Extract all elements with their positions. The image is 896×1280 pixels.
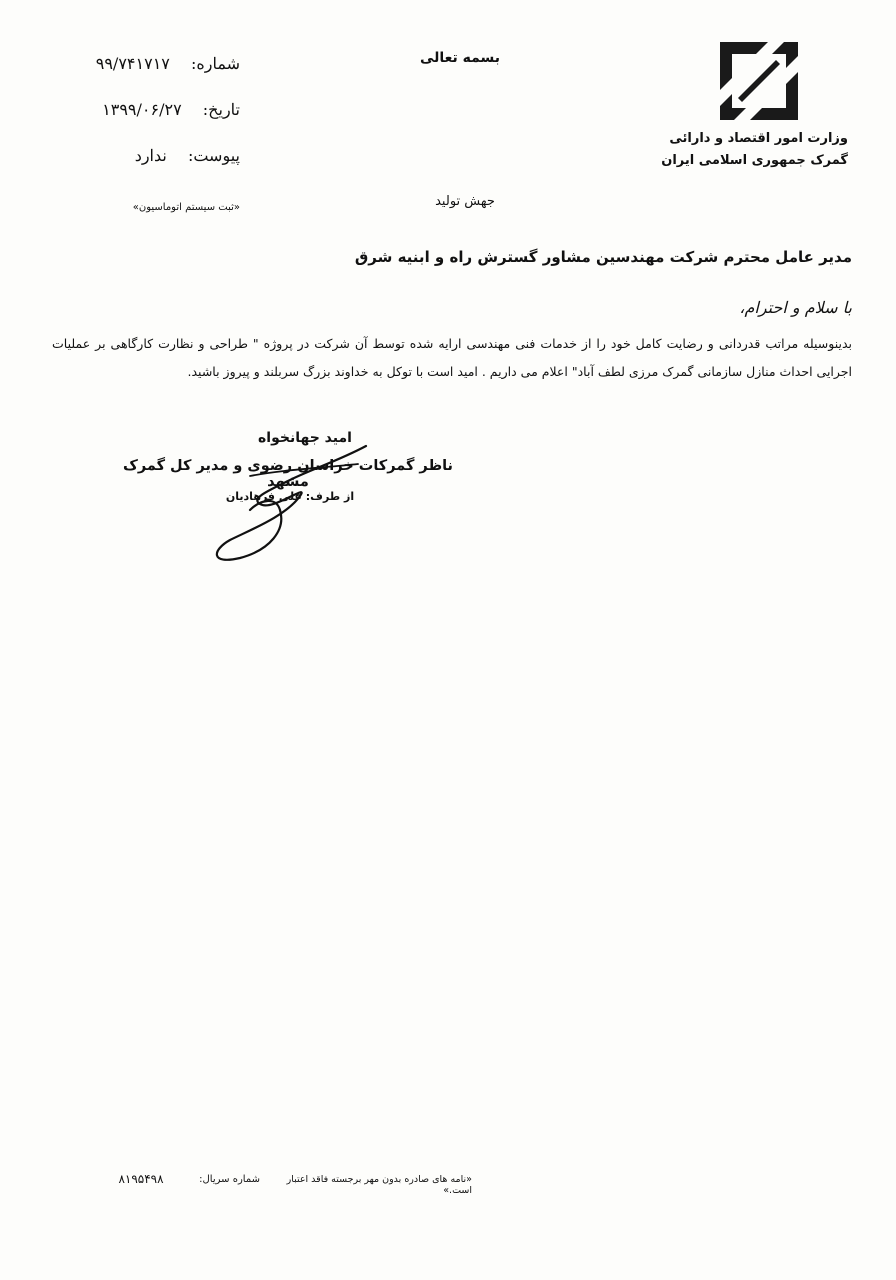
letter-number-label: شماره: <box>190 54 240 73</box>
automation-system-note: «ثبت سیستم اتوماسیون» <box>132 202 240 213</box>
footer-validity-note: «نامه های صادره بدون مهر برجسته فاقد اعتبار است.» <box>286 1174 472 1196</box>
letter-number-row <box>70 54 240 73</box>
handwritten-signature-icon <box>190 440 390 570</box>
letter-number-value: ۹۹/۷۴۱۷۱۷ <box>95 54 170 73</box>
serial-number-value: ۸۱۹۵۴۹۸ <box>118 1172 164 1186</box>
signer-title: ناظر گمرکات خراسان رضوی و مدیر کل گمرک مشهد <box>122 458 453 490</box>
attachment-label: پیوست: <box>187 146 240 165</box>
basmala-heading: بسمه تعالی <box>419 50 501 66</box>
recipient-line: مدیر عامل محترم شرکت مهندسین مشاور گسترش راه و ابنیه شرق <box>354 248 852 266</box>
organization-name: گمرک جمهوری اسلامی ایران <box>661 153 848 168</box>
customs-logo-icon <box>718 40 800 122</box>
greeting-text: با سلام و احترام، <box>739 298 852 317</box>
slogan-text: جهش تولید <box>435 194 495 209</box>
attachment-value: ندارد <box>134 146 167 165</box>
letter-date-value: ۱۳۹۹/۰۶/۲۷ <box>102 100 182 119</box>
signer-name: امید جهانخواه <box>258 430 352 446</box>
letterhead-organization <box>588 128 848 172</box>
signer-on-behalf: از طرف: علی فرهادیان <box>225 490 355 503</box>
ministry-name: وزارت امور اقتصاد و دارائی <box>669 131 848 146</box>
serial-number-label: شماره سریال: <box>199 1174 260 1185</box>
letter-date-label: تاریخ: <box>202 100 240 119</box>
letter-body: بدینوسیله مراتب قدردانی و رضایت کامل خود را از خدمات فنی مهندسی ارایه شده توسط آن شرکت در پروژه " طراحی و نظارت کارگاهی بر عملیات اجرایی احداث منازل سازمانی گمرک مرزی لطف آباد" اعلام می داریم . امید است با توکل به خداوند بزرگ سربلند و پیروز باشید. <box>52 336 852 379</box>
attachment-row <box>70 146 240 165</box>
letter-date-row <box>70 100 240 119</box>
